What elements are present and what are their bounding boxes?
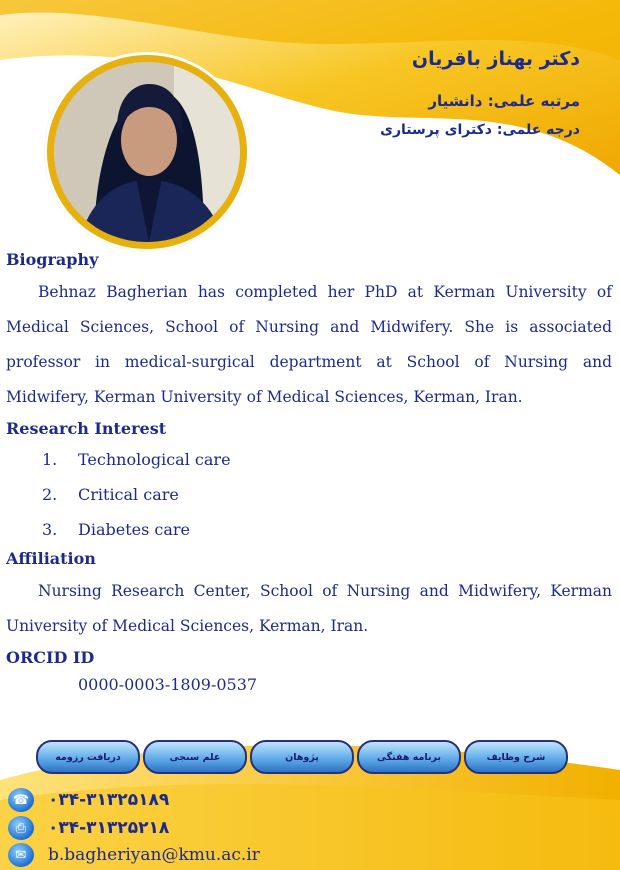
profile-photo-frame <box>44 52 250 252</box>
fax-number: ۰۳۴-۳۱۳۲۵۲۱۸ <box>48 818 170 838</box>
list-label: Diabetes care <box>78 520 191 539</box>
list-item <box>6 512 612 547</box>
orcid-value: 0000-0003-1809-0537 <box>78 675 258 694</box>
contact-fax-row <box>8 816 169 840</box>
affiliation-text: Nursing Research Center, School of Nursing and Midwifery, Kerman University of Medical Sciences, Kerman, Iran. <box>6 582 612 635</box>
biography-text: Behnaz Bagherian has completed her PhD at Kerman University of Medical Sciences, School of Nursing and Midwifery. She is associated professor in medical-surgical department at School of Nursing and Midwifery, Kerman University of Medical Sciences, Kerman, Iran. <box>6 283 612 406</box>
research-button[interactable]: پژوهان <box>250 740 354 774</box>
portrait-illustration <box>54 62 240 242</box>
list-number: 2. <box>42 485 58 504</box>
academic-rank: مرتبه علمی: دانشیار <box>428 92 580 110</box>
job-description-button[interactable]: شرح وظایف <box>464 740 568 774</box>
research-list <box>6 442 612 547</box>
affiliation-heading: Affiliation <box>6 549 96 568</box>
contact-phone-row <box>8 788 169 812</box>
weekly-schedule-button[interactable]: برنامه هفتگی <box>357 740 461 774</box>
biography-heading: Biography <box>6 250 99 269</box>
phone-icon: ☎ <box>8 788 34 812</box>
navigation-buttons <box>36 740 566 772</box>
scientometrics-button[interactable]: علم سنجی <box>143 740 247 774</box>
profile-content <box>6 250 612 694</box>
orcid-heading: ORCID ID <box>6 648 95 667</box>
fax-icon: ⎙ <box>8 816 34 840</box>
contact-email-row <box>8 843 260 867</box>
list-item <box>6 477 612 512</box>
list-label: Critical care <box>78 485 179 504</box>
name-persian: دکتر بهناز باقریان <box>411 48 580 70</box>
list-number: 3. <box>42 520 58 539</box>
profile-photo <box>54 62 240 242</box>
envelope-icon: ✉ <box>8 843 34 867</box>
phone-number: ۰۳۴-۳۱۳۲۵۱۸۹ <box>48 790 170 810</box>
list-label: Technological care <box>78 450 231 469</box>
list-item <box>6 442 612 477</box>
resume-download-button[interactable]: دریافت رزومه <box>36 740 140 774</box>
academic-degree: درجه علمی: دکترای پرستاری <box>380 122 580 138</box>
research-heading: Research Interest <box>6 419 167 438</box>
email-link[interactable]: b.bagheriyan@kmu.ac.ir <box>48 845 260 865</box>
list-number: 1. <box>42 450 58 469</box>
